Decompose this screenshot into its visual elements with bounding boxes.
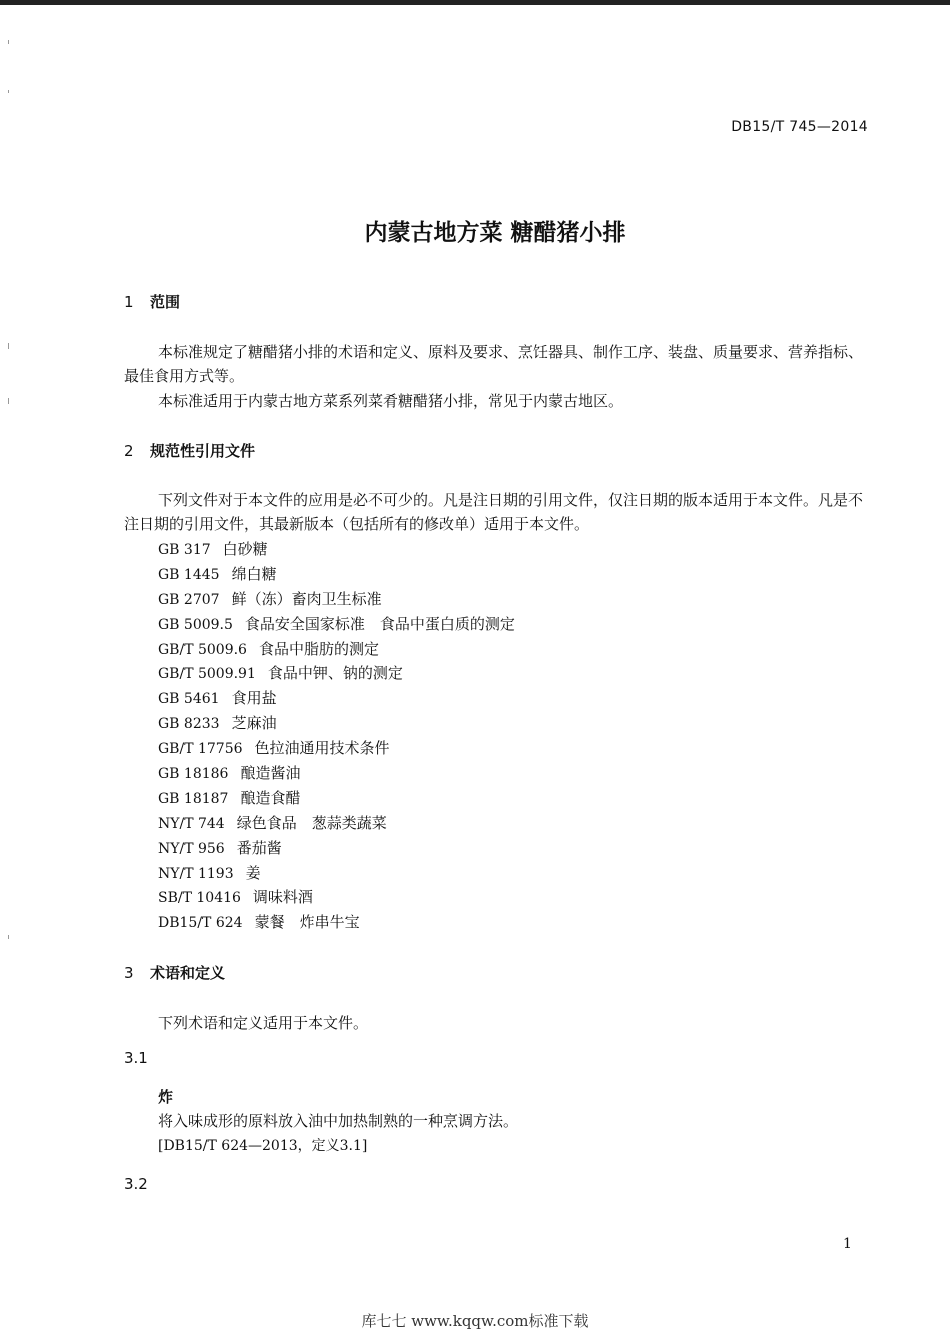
list-item	[158, 836, 515, 861]
section-number: 2	[124, 442, 134, 460]
reference-code: GB/T 17756	[158, 741, 243, 758]
scan-margin-mark	[8, 343, 9, 349]
reference-code: GB 8233	[158, 716, 220, 733]
reference-name: 姜	[245, 863, 261, 882]
reference-name: 芝麻油	[231, 714, 277, 733]
reference-name: 番茄酱	[236, 838, 282, 857]
reference-name: 酿造食醋	[240, 788, 301, 807]
reference-code: DB15/T 624	[158, 915, 243, 932]
reference-code: GB 18186	[158, 766, 229, 783]
section-title: 规范性引用文件	[150, 442, 256, 460]
reference-name: 绿色食品 葱蒜类蔬菜	[236, 813, 387, 832]
list-item	[158, 786, 515, 811]
page-title: 内蒙古地方菜 糖醋猪小排	[364, 220, 626, 246]
reference-name: 食品安全国家标准 食品中蛋白质的测定	[244, 614, 515, 633]
reference-name: 色拉油通用技术条件	[254, 739, 390, 758]
term-name: 炸	[158, 1088, 174, 1106]
footer-watermark: 库七七 www.kqqw.com标准下载	[361, 1312, 589, 1330]
reference-code: GB/T 5009.91	[158, 666, 256, 683]
list-item	[158, 587, 515, 612]
scan-margin-mark	[8, 935, 9, 939]
scope-paragraph: 本标准规定了糖醋猪小排的术语和定义、原料及要求、烹饪器具、制作工序、装盘、质量要求、营养指标、最佳食用方式等。	[124, 343, 864, 385]
reference-name: 食品中钾、钠的测定	[267, 664, 403, 683]
term-definition: 将入味成形的原料放入油中加热制熟的一种烹调方法。	[158, 1112, 519, 1130]
scan-margin-mark	[8, 90, 9, 93]
scan-margin-mark	[8, 398, 9, 404]
section-heading-references	[124, 440, 255, 461]
section-title: 术语和定义	[150, 964, 226, 982]
reference-code: GB/T 5009.6	[158, 641, 247, 658]
section-number: 1	[124, 293, 134, 311]
reference-list	[158, 537, 515, 935]
reference-name: 白砂糖	[222, 540, 268, 558]
list-item	[158, 811, 515, 836]
list-item	[158, 612, 515, 637]
reference-name: 鲜（冻）畜肉卫生标准	[231, 589, 382, 608]
document-number: DB15/T 745—2014	[731, 119, 868, 135]
reference-name: 酿造酱油	[240, 764, 301, 783]
reference-code: GB 5461	[158, 691, 220, 708]
reference-code: SB/T 10416	[158, 890, 241, 907]
list-item	[158, 910, 515, 935]
term-number: 3.2	[124, 1175, 148, 1193]
scan-top-border	[0, 0, 950, 5]
section-heading-terms	[124, 962, 225, 983]
term-source: [DB15/T 624—2013，定义3.1]	[158, 1138, 368, 1154]
list-item	[158, 761, 515, 786]
list-item	[158, 885, 515, 910]
reference-code: GB 18187	[158, 790, 229, 807]
list-item	[158, 637, 515, 662]
section-number: 3	[124, 964, 134, 982]
list-item	[158, 736, 515, 761]
reference-code: GB 1445	[158, 566, 220, 583]
list-item	[158, 861, 515, 886]
section-heading-scope	[124, 291, 180, 312]
list-item	[158, 711, 515, 736]
reference-name: 食用盐	[231, 689, 277, 708]
list-item	[158, 686, 515, 711]
list-item	[158, 537, 515, 562]
reference-code: NY/T 1193	[158, 865, 234, 882]
reference-name: 绵白糖	[231, 564, 277, 583]
reference-code: NY/T 744	[158, 815, 225, 832]
reference-code: GB 317	[158, 542, 211, 558]
reference-code: GB 5009.5	[158, 616, 233, 633]
term-number: 3.1	[124, 1049, 148, 1067]
reference-code: GB 2707	[158, 591, 220, 608]
page-number: 1	[843, 1236, 852, 1252]
reference-name: 调味料酒	[252, 888, 313, 907]
reference-name: 食品中脂肪的测定	[258, 639, 379, 658]
reference-code: NY/T 956	[158, 840, 225, 857]
references-intro: 下列文件对于本文件的应用是必不可少的。凡是注日期的引用文件，仅注日期的版本适用于本文件。凡是不注日期的引用文件，其最新版本（包括所有的修改单）适用于本文件。	[124, 491, 864, 533]
section-title: 范围	[150, 293, 181, 311]
list-item	[158, 562, 515, 587]
scan-margin-mark	[8, 40, 9, 44]
reference-name: 蒙餐 炸串牛宝	[254, 913, 360, 932]
list-item	[158, 661, 515, 686]
scope-paragraph: 本标准适用于内蒙古地方菜系列菜肴糖醋猪小排，常见于内蒙古地区。	[158, 392, 624, 410]
terms-intro: 下列术语和定义适用于本文件。	[158, 1014, 369, 1032]
